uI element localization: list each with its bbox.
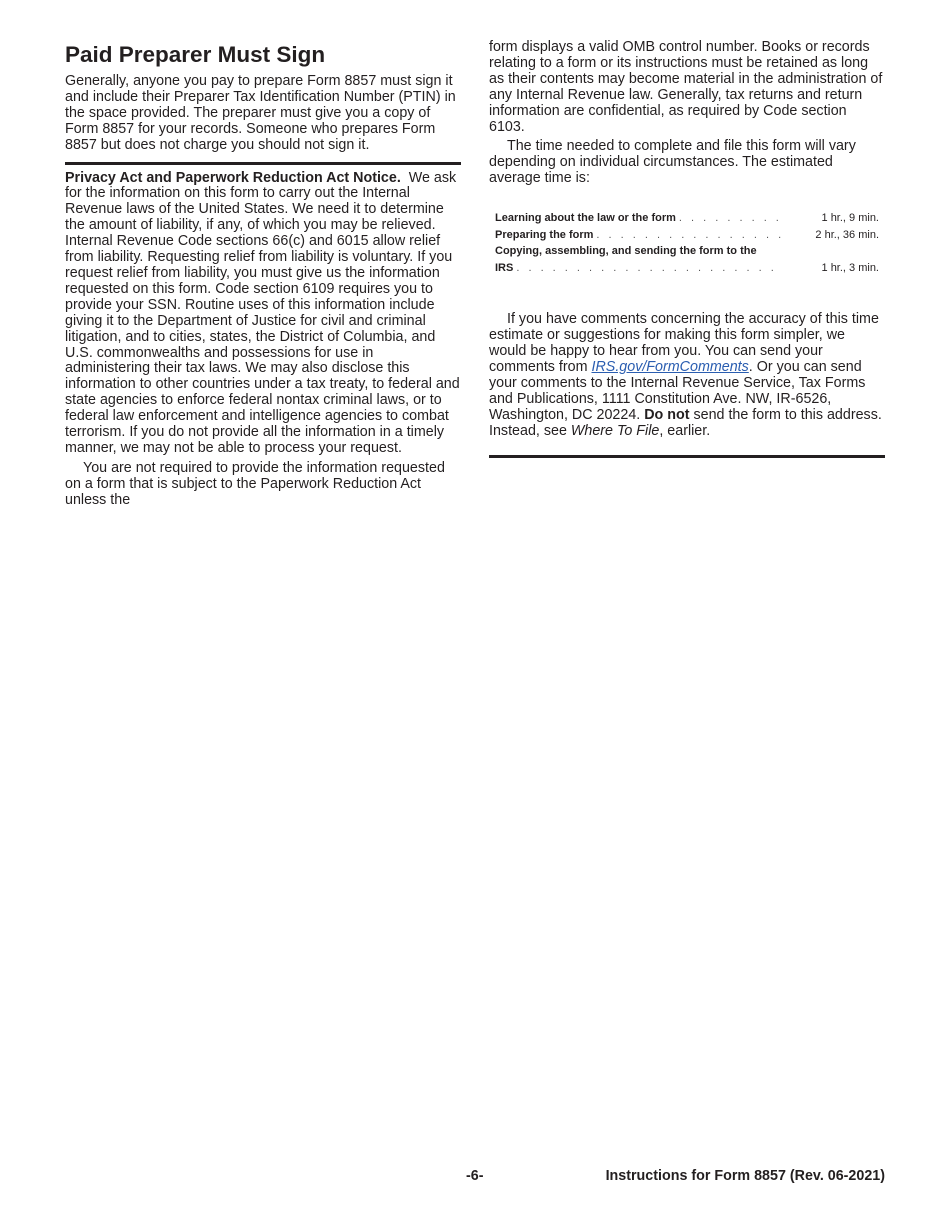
- time-row-copying-line1: [495, 243, 879, 260]
- comments-text: If you have comments concerning the accuracy of this time estimate or suggestions for making this form simpler, we would be happy to hear from you. You can send your comments from: [489, 311, 879, 375]
- section-heading-paid-preparer: Paid Preparer Must Sign: [65, 42, 326, 67]
- comments-bold-text: Do not: [644, 406, 690, 423]
- comments-text: . Or you can send your comments to the Internal Revenue Service, Tax Forms and Publications, 1111 Constitution Ave. NW, IR-6526, Washington, DC 20224.: [489, 358, 866, 423]
- comments-text: send the form to this address. Instead, see: [489, 406, 882, 439]
- footer-title: Instructions for Form 8857 (Rev. 06-2021): [605, 1168, 885, 1184]
- time-row-value: 2 hr., 36 min.: [815, 228, 879, 241]
- leader-dots: [679, 210, 783, 227]
- section-divider: [65, 162, 461, 165]
- time-estimate-table: [495, 210, 879, 276]
- page-number: -6-: [466, 1168, 484, 1184]
- time-row-label: IRS: [495, 261, 514, 274]
- section-end-divider: [489, 455, 885, 458]
- time-row-learning: [495, 210, 879, 227]
- right-column: [489, 40, 885, 458]
- left-column: [65, 40, 461, 509]
- comments-italic-text: Where To File: [570, 422, 660, 439]
- paragraph-omb-continued: form displays a valid OMB control number. Books or records relating to a form or its instructions must be retained as long as their contents may become material in the administration of any Internal Revenue law. Generally, tax returns and return information are confidential, as required by Code section 6103.: [489, 39, 883, 135]
- paragraph-privacy-notice: [65, 171, 461, 457]
- leader-dots: [516, 260, 783, 277]
- time-row-copying-line2: [495, 260, 879, 277]
- time-row-label: Copying, assembling, and sending the form to the: [495, 245, 757, 258]
- privacy-notice-heading: Privacy Act and Paperwork Reduction Act Notice.: [65, 169, 401, 186]
- paragraph-paid-preparer: Generally, anyone you pay to prepare Form 8857 must sign it and include their Preparer Tax Identification Number (PTIN) in the space provided. The preparer must give you a copy of Form 8857 for your records. Someone who prepares Form 8857 but does not charge you should not sign it.: [65, 73, 456, 153]
- time-row-label: Learning about the law or the form: [495, 212, 676, 225]
- time-row-value: 1 hr., 3 min.: [821, 261, 879, 274]
- privacy-notice-body: We ask for the information on this form to carry out the Internal Revenue laws of the United States. We need it to determine the amount of liability, if any, of which you may be relieved. Internal Revenue Code sections 66(c) and 6015 allow relief from liability. Requesting relief from liability is voluntary. If you request relief from liability, you must give us the information requested on this form. Code section 6109 requires you to provide your SSN. Routine uses of this information include giving it to the Department of Justice for civil and criminal litigation, and to cities, states, the District of Columbia, and U.S. commonwealths and possessions for use in administering their tax laws. We may also disclose this information to other countries under a tax treaty, to federal and state agencies to enforce federal nontax criminal laws, or to federal law enforcement and intelligence agencies to combat terrorism. If you do not provide all the information in a timely manner, we may not be able to process your request.: [65, 169, 460, 456]
- paragraph-paperwork: You are not required to provide the information requested on a form that is subject to the Paperwork Reduction Act unless the: [65, 459, 445, 508]
- paragraph-comments: [489, 312, 885, 439]
- time-row-label: Preparing the form: [495, 228, 594, 241]
- paragraph-time-needed: The time needed to complete and file this form will vary depending on individual circumstances. The estimated average time is:: [489, 138, 856, 187]
- form-comments-link[interactable]: IRS.gov/FormComments: [591, 358, 749, 375]
- leader-dots: [596, 227, 783, 244]
- comments-text: , earlier.: [659, 422, 711, 439]
- time-row-value: 1 hr., 9 min.: [821, 212, 879, 225]
- time-row-preparing: [495, 227, 879, 244]
